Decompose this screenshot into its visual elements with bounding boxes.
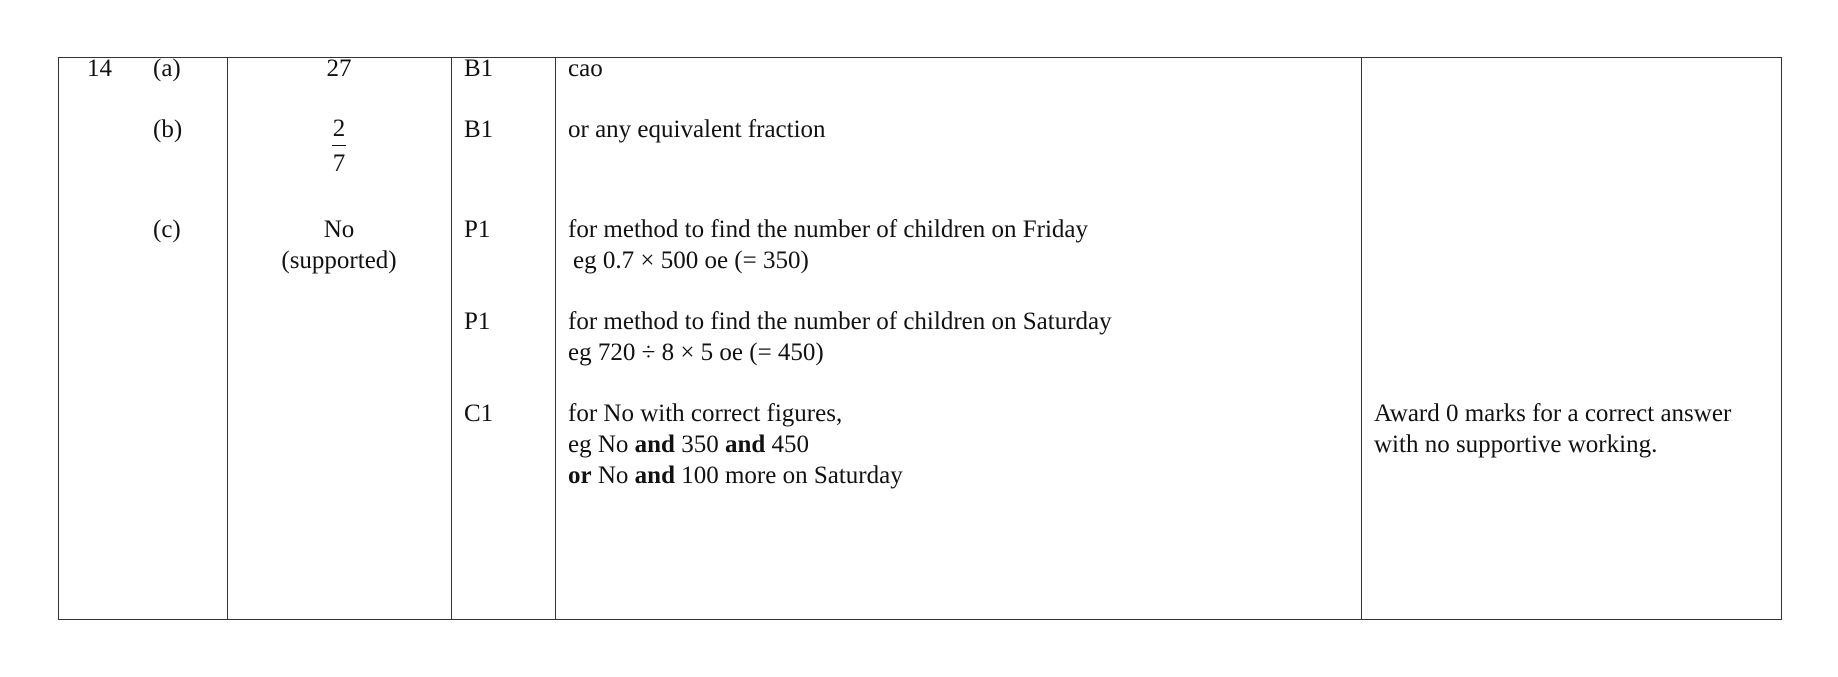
text-450: 450 [765,431,810,458]
question-number: 14 [87,55,112,82]
part-c-mark-3-line-2 [568,429,809,460]
part-c-mark-1-code: P1 [464,216,491,243]
part-c-label: (c) [153,216,181,243]
divider-after-part [227,58,228,619]
additional-guidance-line-2: with no supportive working. [1374,431,1658,458]
text-350: 350 [674,431,725,458]
part-a-label: (a) [153,55,181,82]
part-c-mark-3-code: C1 [464,400,494,427]
divider-after-notes [1361,58,1362,619]
divider-after-answer [451,58,452,619]
part-c-mark-2-line-2: eg 720 ÷ 8 × 5 oe (= 450) [568,339,824,366]
part-b-label: (b) [153,116,183,143]
additional-guidance-line-1: Award 0 marks for a correct answer [1374,400,1732,427]
part-a-answer: 27 [326,55,352,82]
part-a-mark-code: B1 [464,55,494,82]
part-c-mark-1-line-2: eg 0.7 × 500 oe (= 350) [573,247,809,274]
part-c-mark-1-line-1: for method to find the number of children on Friday [568,216,1089,243]
bold-and: and [634,462,675,489]
bold-or: or [568,462,592,489]
fraction-denominator: 7 [332,150,346,177]
part-c-mark-3-line-1: for No with correct figures, [568,400,843,427]
part-c-answer-line-1: No [323,216,355,243]
bold-and: and [634,431,675,458]
part-c-answer-line-2: (supported) [281,247,397,274]
divider-after-mark [555,58,556,619]
part-c-mark-2-line-1: for method to find the number of children on Saturday [568,308,1112,335]
mark-scheme-table [58,57,1782,620]
part-c-mark-2-code: P1 [464,308,491,335]
text-eg-no: eg No [568,431,635,458]
fraction-numerator: 2 [332,115,346,142]
part-b-mark-code: B1 [464,116,494,143]
part-c-mark-3-line-3 [568,460,903,491]
bold-and: and [724,431,766,458]
part-b-answer-fraction [319,115,359,178]
part-a-guidance: cao [568,55,603,82]
fraction-bar [332,145,346,146]
text-100-more: 100 more on Saturday [674,462,903,489]
part-b-guidance: or any equivalent fraction [568,116,826,143]
text-no: No [591,462,635,489]
